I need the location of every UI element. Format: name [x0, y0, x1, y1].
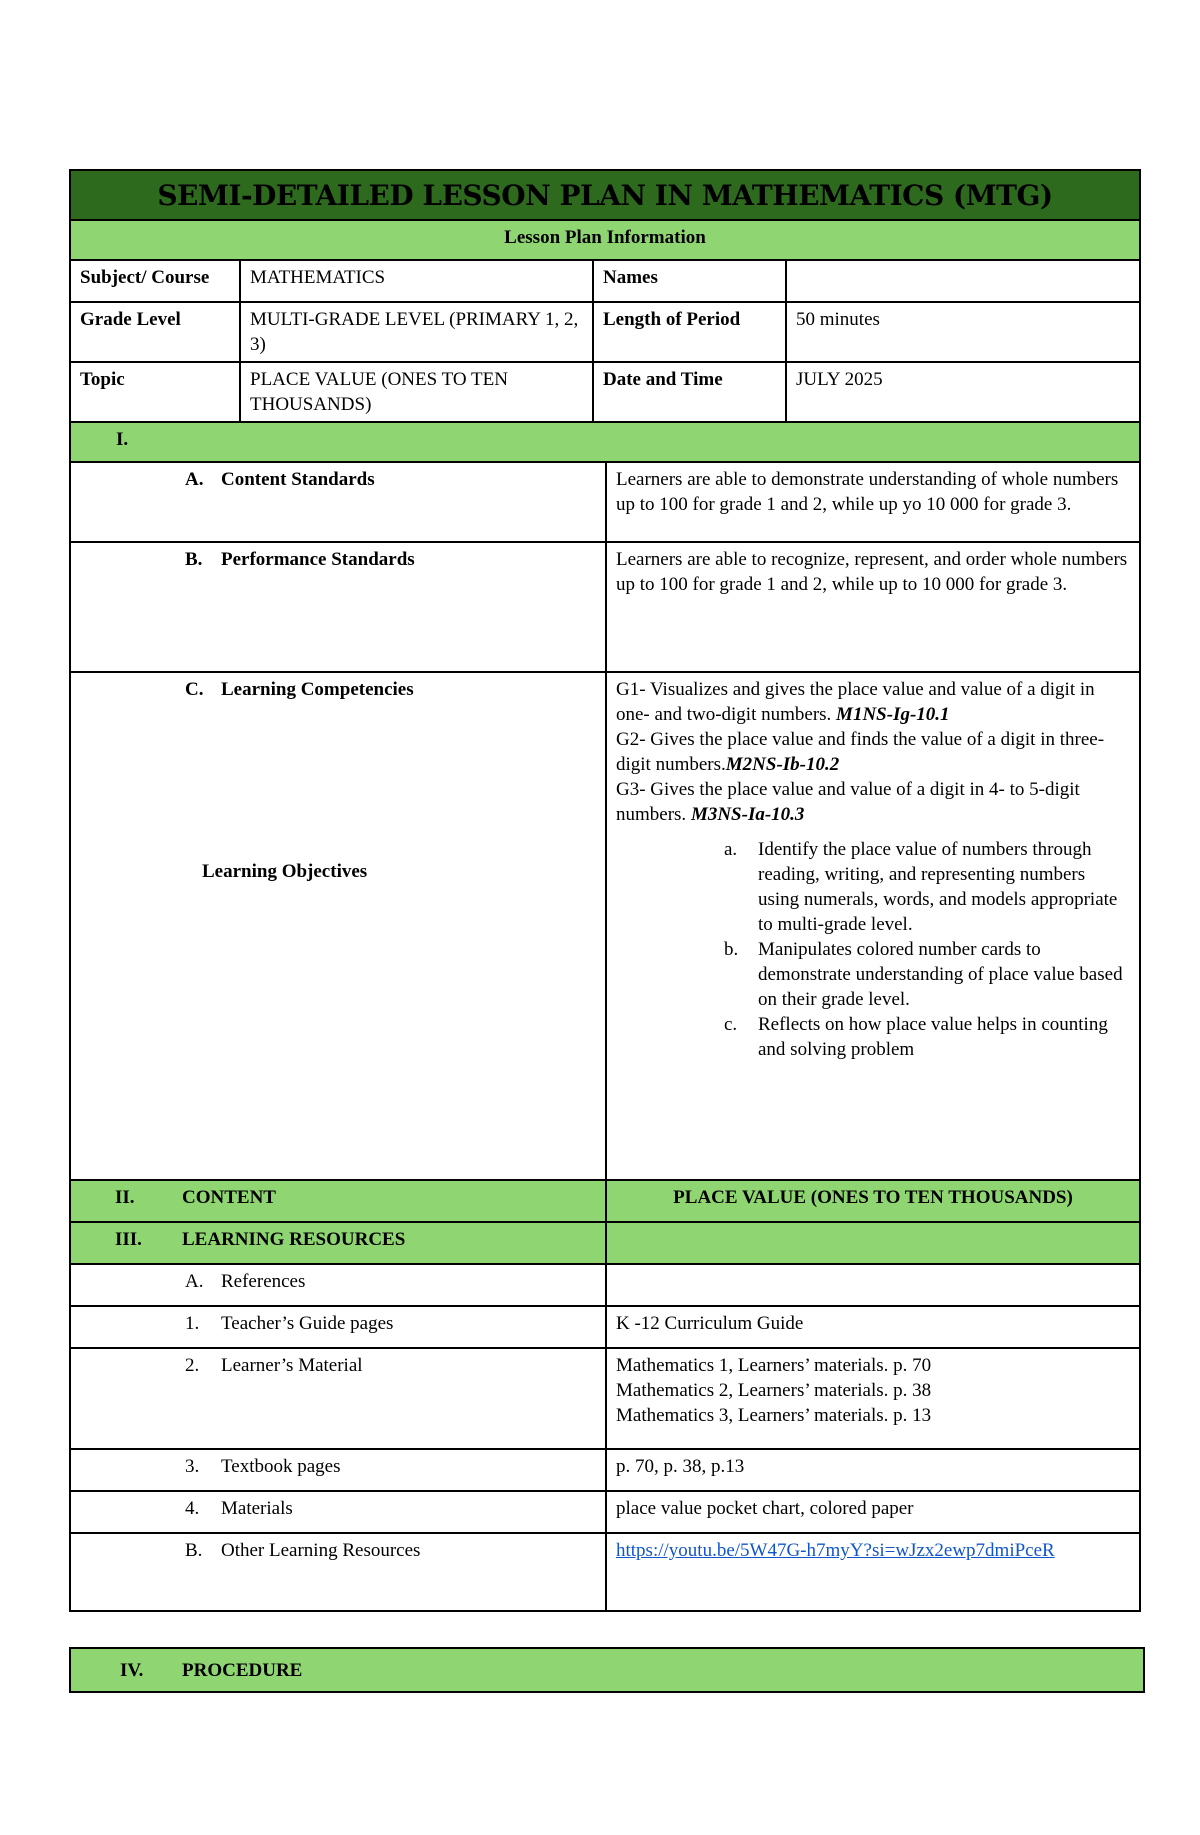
performance-standards-text: Learners are able to recognize, represent, and order whole numbers up to 100 for grade 1 and 2, while up to 10 000 for grade 3.	[606, 542, 1140, 672]
competencies-row	[70, 672, 1140, 1180]
competencies-label-cell: C. Learning Competencies Learning Objectives	[70, 672, 606, 1180]
competency-g1: G1- Visualizes and gives the place value and value of a digit in one- and two-digit numbers. M1NS-Ig-10.1	[616, 679, 1095, 725]
learners-material-value: Mathematics 1, Learners’ materials. p. 70 Mathematics 2, Learners’ materials. p. 38 Mathematics 3, Learners’ materials. p. 13	[606, 1348, 1140, 1449]
subject-value: MATHEMATICS	[240, 260, 593, 302]
objective-item: a. Identify the place value of numbers through reading, writing, and representing numbers using numerals, words, and models appropriate to multi-grade level.	[724, 839, 1118, 935]
materials-label: 4. Materials	[70, 1491, 606, 1533]
objective-item: b. Manipulates colored number cards to demonstrate understanding of place value based on their grade level.	[724, 939, 1123, 1010]
info-header: Lesson Plan Information	[70, 220, 1140, 260]
section-one-heading: I.	[70, 422, 1140, 462]
procedure-table	[69, 1647, 1145, 1693]
content-value: PLACE VALUE (ONES TO TEN THOUSANDS)	[606, 1180, 1140, 1222]
objective-item: c. Reflects on how place value helps in counting and solving problem	[724, 1014, 1108, 1060]
grade-level-value: MULTI-GRADE LEVEL (PRIMARY 1, 2, 3)	[240, 302, 593, 362]
learners-material-label: 2. Learner’s Material	[70, 1348, 606, 1449]
youtube-link[interactable]: https://youtu.be/5W47G-h7myY?si=wJzx2ewp7dmiPceR	[616, 1540, 1055, 1561]
content-standards-label: A. Content Standards	[70, 462, 606, 542]
references-row	[70, 1264, 1140, 1306]
competencies-text	[606, 672, 1140, 1180]
names-value	[786, 260, 1140, 302]
lesson-body-table	[69, 461, 1141, 1612]
document-title: SEMI-DETAILED LESSON PLAN IN MATHEMATICS (MTG)	[70, 170, 1140, 220]
other-resources-row	[70, 1533, 1140, 1611]
length-of-period-value: 50 minutes	[786, 302, 1140, 362]
date-time-label: Date and Time	[593, 362, 786, 422]
performance-standards-label: B. Performance Standards	[70, 542, 606, 672]
teachers-guide-value: K -12 Curriculum Guide	[606, 1306, 1140, 1348]
subject-label: Subject/ Course	[70, 260, 240, 302]
textbook-label: 3. Textbook pages	[70, 1449, 606, 1491]
content-standards-text: Learners are able to demonstrate understanding of whole numbers up to 100 for grade 1 and 2, while up yo 10 000 for grade 3.	[606, 462, 1140, 542]
competency-g2: G2- Gives the place value and finds the value of a digit in three-digit numbers.M2NS-Ib-10.2	[616, 729, 1105, 775]
performance-standards-row	[70, 542, 1140, 672]
textbook-row	[70, 1449, 1140, 1491]
learners-material-row	[70, 1348, 1140, 1449]
objectives-list	[616, 837, 1130, 1062]
learning-resources-empty	[606, 1222, 1140, 1264]
competency-g3: G3- Gives the place value and value of a digit in 4- to 5-digit numbers. M3NS-Ia-10.3	[616, 779, 1080, 825]
lesson-info-table	[69, 169, 1141, 463]
references-value	[606, 1264, 1140, 1306]
names-label: Names	[593, 260, 786, 302]
teachers-guide-label: 1. Teacher’s Guide pages	[70, 1306, 606, 1348]
content-standards-row	[70, 462, 1140, 542]
competencies-label: Learning Competencies	[221, 679, 414, 700]
date-time-value: JULY 2025	[786, 362, 1140, 422]
materials-value: place value pocket chart, colored paper	[606, 1491, 1140, 1533]
materials-row	[70, 1491, 1140, 1533]
references-label: A. References	[70, 1264, 606, 1306]
other-resources-label: B. Other Learning Resources	[70, 1533, 606, 1611]
learning-resources-row	[70, 1222, 1140, 1264]
teachers-guide-row	[70, 1306, 1140, 1348]
topic-label: Topic	[70, 362, 240, 422]
learning-resources-heading: III. LEARNING RESOURCES	[70, 1222, 606, 1264]
grade-level-label: Grade Level	[70, 302, 240, 362]
textbook-value: p. 70, p. 38, p.13	[606, 1449, 1140, 1491]
content-row	[70, 1180, 1140, 1222]
topic-value: PLACE VALUE (ONES TO TEN THOUSANDS)	[240, 362, 593, 422]
procedure-heading: IV. PROCEDURE	[70, 1648, 1144, 1692]
length-of-period-label: Length of Period	[593, 302, 786, 362]
lesson-plan-document	[69, 169, 1141, 1612]
objectives-label: Learning Objectives	[202, 861, 368, 882]
content-heading: II. CONTENT	[70, 1180, 606, 1222]
other-resources-value	[606, 1533, 1140, 1611]
